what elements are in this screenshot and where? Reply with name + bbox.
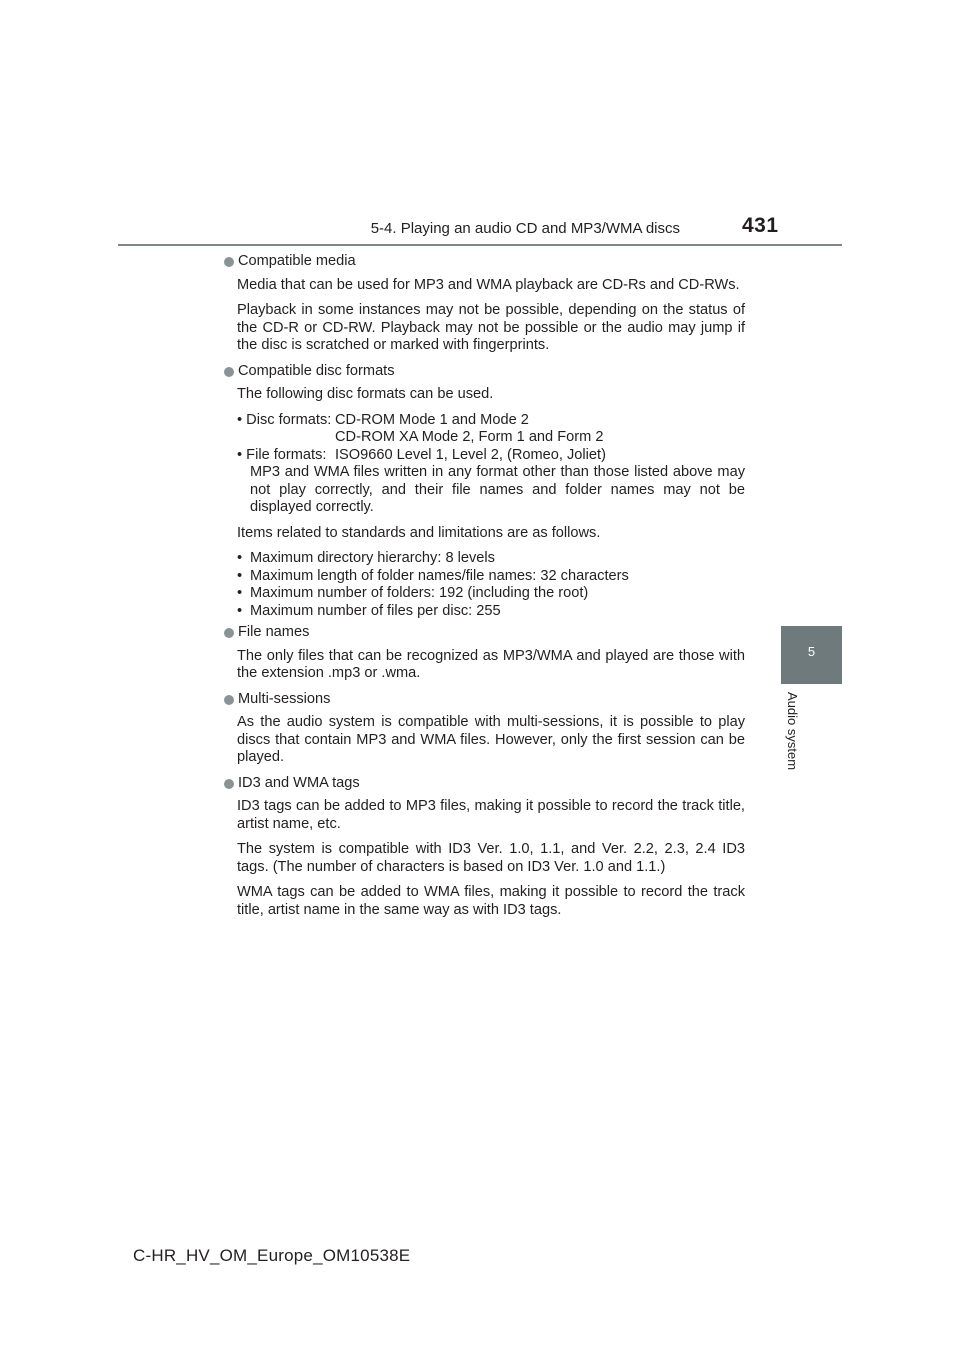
header-divider (118, 244, 842, 246)
list-item: • Maximum length of folder names/file names: 32 characters (237, 568, 745, 586)
section-disc-formats (224, 363, 745, 621)
format-note: MP3 and WMA files written in any format other than those listed above may not play correctly, and their file names and folder names may not be displayed correctly. (250, 464, 745, 515)
bullet-circle-icon (224, 695, 234, 705)
section-heading (224, 775, 745, 793)
chapter-tab (781, 626, 842, 684)
format-row-disc (237, 412, 745, 430)
paragraph: The only files that can be recognized as MP3/WMA and played are those with the extension .mp3 or .wma. (237, 647, 745, 681)
document-code: C-HR_HV_OM_Europe_OM10538E (133, 1246, 411, 1265)
paragraph: ID3 tags can be added to MP3 files, making it possible to record the track title, artist name, etc. (237, 798, 745, 832)
section-heading (224, 691, 745, 709)
paragraph: Items related to standards and limitations are as follows. (237, 524, 601, 541)
format-row-file (237, 447, 745, 465)
chapter-label: Audio system (785, 692, 800, 771)
paragraph: Media that can be used for MP3 and WMA playback are CD-Rs and CD-RWs. (237, 276, 740, 293)
heading-text: Compatible disc formats (238, 362, 395, 379)
section-heading (224, 253, 745, 271)
section-multi-sessions (224, 691, 745, 767)
section-compatible-media (224, 253, 745, 355)
format-value: CD-ROM XA Mode 2, Form 1 and Form 2 (335, 429, 604, 445)
page-number: 431 (742, 214, 779, 237)
format-value: CD-ROM Mode 1 and Mode 2 (335, 411, 529, 428)
section-heading (224, 624, 745, 642)
bullet-circle-icon (224, 779, 234, 789)
paragraph: As the audio system is compatible with multi-sessions, it is possible to play discs that contain MP3 and WMA files. However, only the first session can be played. (237, 714, 745, 765)
list-item: • Maximum directory hierarchy: 8 levels (237, 550, 745, 568)
section-title: 5-4. Playing an audio CD and MP3/WMA discs (370, 220, 680, 237)
paragraph: WMA tags can be added to WMA files, making it possible to record the track title, artist name in the same way as with ID3 tags. (237, 884, 745, 918)
paragraph: The system is compatible with ID3 Ver. 1.0, 1.1, and Ver. 2.2, 2.3, 2.4 ID3 tags. (The number of characters is based on ID3 Ver. 1.0 and 1.1.) (237, 841, 745, 875)
format-label: • File formats: (237, 446, 327, 463)
chapter-number: 5 (807, 644, 816, 659)
section-tags (224, 775, 745, 920)
heading-text: Multi-sessions (238, 690, 331, 707)
limits-list (237, 550, 745, 620)
bullet-circle-icon (224, 628, 234, 638)
format-label: • Disc formats: (237, 411, 332, 428)
section-heading (224, 363, 745, 381)
paragraph: Playback in some instances may not be possible, depending on the status of the CD-R or CD-RW. Playback may not be possible or the audio may jump if the disc is scratched or marked with fingerprints. (237, 302, 745, 353)
heading-text: ID3 and WMA tags (238, 774, 360, 791)
section-file-names (224, 624, 745, 683)
format-row-disc-cont (237, 429, 745, 447)
heading-text: File names (238, 624, 310, 640)
paragraph: The following disc formats can be used. (237, 386, 494, 402)
format-value: ISO9660 Level 1, Level 2, (Romeo, Joliet) (335, 446, 606, 463)
format-table (237, 412, 745, 517)
list-item: • Maximum number of files per disc: 255 (237, 603, 745, 621)
bullet-circle-icon (224, 367, 234, 377)
heading-text: Compatible media (238, 253, 356, 269)
bullet-circle-icon (224, 257, 234, 267)
list-item: • Maximum number of folders: 192 (including the root) (237, 585, 745, 603)
page-content (224, 253, 745, 927)
